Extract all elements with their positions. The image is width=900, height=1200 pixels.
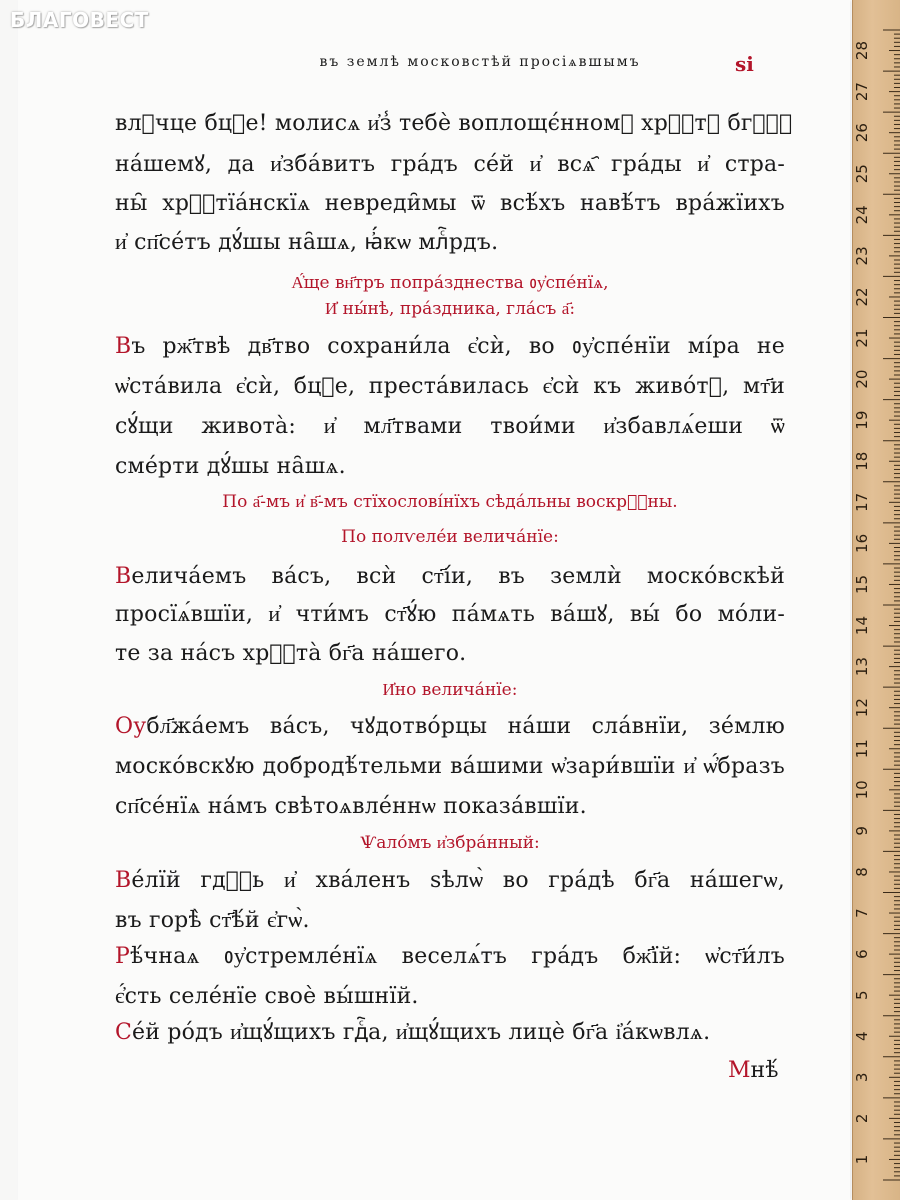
text-line: Велича́емъ ва́съ, всѝ ст҃і́и, въ землѝ моско́вскѣй — [115, 564, 785, 589]
ruler-label: 11 — [853, 739, 871, 759]
page-number: ѕі — [735, 52, 754, 76]
ruler-label: 21 — [853, 328, 871, 348]
ruler-label: 6 — [853, 949, 871, 959]
catchword: Мнѣ́ — [728, 1058, 779, 1083]
rubric-heading: По а҃-мъ и҆ в҃-мъ стїхослові́нїхъ сѣда́льны воскрⷭ҇ны. — [222, 492, 678, 512]
ruler-label: 20 — [853, 369, 871, 389]
text-line: просїѧ́вшїи, и҆ чти́мъ ст҃ꙋ́ю па́мѧть ва́шꙋ, вы́ бо мо́ли- — [115, 602, 785, 627]
text-line: Ве́лїй гдⷭ҇ь и҆ хва́ленъ ѕѣлѡ̀ во гра́дѣ бг҃а на́шегѡ, — [115, 868, 785, 893]
ruler-label: 17 — [853, 492, 871, 512]
text-line: те за на́съ хрⷭ҇та̀ бг҃а на́шего. — [115, 641, 467, 666]
drop-initial: В — [115, 334, 132, 359]
text-line: Оубл҃жа́емъ ва́съ, чꙋдотво́рцы на́ши сла́внїи, зе́млю — [115, 714, 785, 739]
ruler-label: 13 — [853, 657, 871, 677]
text-line: въ горѣ̀ ст҃ѣ́й є҆гѡ̀. — [115, 908, 310, 933]
text-line: сме́рти дꙋ́шы на̑шѧ. — [115, 454, 346, 479]
ruler-label: 14 — [853, 615, 871, 636]
text-line: влⷣчце бцⷣе! молисѧ и҆з̾ тебѐ воплощє́нномꙋ хрⷭ҇тꙋ бгⷹ҇ꙋ — [115, 111, 793, 136]
text-line: ны̑ хрⷭ҇тїа́нскїѧ невреди̑мы ѿ всѣ́хъ навѣ́тъ вра́жїихъ — [115, 191, 785, 216]
text-line: и҆ сп҃се́тъ дꙋ́шы на̑шѧ, ꙗ҆́кѡ млⷭ҇рдъ. — [115, 230, 499, 255]
ruler-label: 2 — [853, 1113, 871, 1124]
rubric-heading: А҆́ще вн҃тръ попра́зднества ᲂу҆спе́нїѧ, — [291, 273, 609, 293]
text-line: на́шемꙋ, да и҆зба́витъ гра́дъ се́й и҆ всѧ҄ гра́ды и҆ стра- — [115, 152, 785, 177]
ruler-label: 1 — [853, 1154, 871, 1165]
rubric-heading: Ѱало́мъ и҆збра́нный: — [360, 833, 540, 853]
ruler-scale — [853, 0, 900, 1200]
ruler-label: 16 — [853, 533, 871, 553]
running-head: въ землѣ московстѣй просіѧвшымъ — [319, 54, 641, 70]
drop-initial: С — [115, 1020, 133, 1045]
text-line: сꙋ́щи живота̀: и҆ мл҃твами твои́ми и҆збавлѧ́еши ѿ — [115, 414, 785, 439]
text-line: моско́вскꙋю добродѣ́тельми ва́шими ѡ҆зари́вшїи и҆ ѡ҆́бразъ — [115, 754, 785, 779]
ruler-label: 8 — [853, 867, 871, 877]
watermark-logo: БЛАГОВЕСТ — [10, 8, 149, 32]
ruler-label: 26 — [853, 123, 871, 143]
rubric-heading: И҆но велича́нїе: — [382, 680, 518, 700]
text-line: сп҃се́нїѧ на́мъ свѣтоѧвле́ннѡ показа́вшїи. — [115, 794, 587, 819]
rubric-heading: По полѵеле́и велича́нїе: — [341, 527, 559, 547]
ruler-label: 3 — [853, 1072, 871, 1083]
text-line: Се́й ро́дъ и҆щꙋ́щихъ гдⷭ҇а, и҆щꙋ́щихъ лицѐ бг҃а і҆а́кѡвлѧ. — [115, 1020, 711, 1045]
ruler-label: 5 — [853, 990, 871, 1000]
text-line: є҆́сть селе́нїе своѐ вы́шнїй. — [115, 984, 419, 1009]
ruler-label: 7 — [853, 908, 871, 918]
ruler-label: 15 — [853, 574, 871, 595]
drop-initial: Оу — [115, 714, 147, 739]
ruler-label: 27 — [853, 82, 871, 102]
ruler-label: 18 — [853, 451, 871, 471]
ruler-label: 9 — [853, 826, 871, 836]
measuring-ruler — [852, 0, 900, 1200]
ruler-label: 10 — [853, 780, 871, 800]
ruler-label: 24 — [853, 205, 871, 225]
ruler-label: 23 — [853, 246, 871, 266]
drop-initial: Р — [115, 944, 131, 969]
rubric-heading: И҆ ны́нѣ, пра́здника, гла́съ а҃: — [324, 299, 576, 319]
ruler-label: 19 — [853, 410, 871, 430]
drop-initial: В — [115, 868, 132, 893]
drop-initial: В — [115, 564, 132, 589]
ruler-label: 4 — [853, 1031, 871, 1042]
ruler-label: 12 — [853, 698, 871, 718]
ruler-label: 25 — [853, 164, 871, 184]
text-line: ѡ҆ста́вила є҆сѝ, бцⷣе, преста́вилась є҆сѝ къ живо́тꙋ, мт҃и — [115, 374, 785, 399]
text-line: Въ рж҃твѣ дв҃тво сохрани́ла є҆сѝ, во ᲂу҆спе́нїи мі́ра не — [115, 334, 785, 359]
text-line: Рѣ́чнаѧ ᲂу҆стремле́нїѧ веселѧ́тъ гра́дъ бж҃їй: ѡ҆ст҃и́лъ — [115, 944, 785, 969]
ruler-label: 28 — [853, 40, 871, 61]
ruler-label: 22 — [853, 287, 871, 307]
